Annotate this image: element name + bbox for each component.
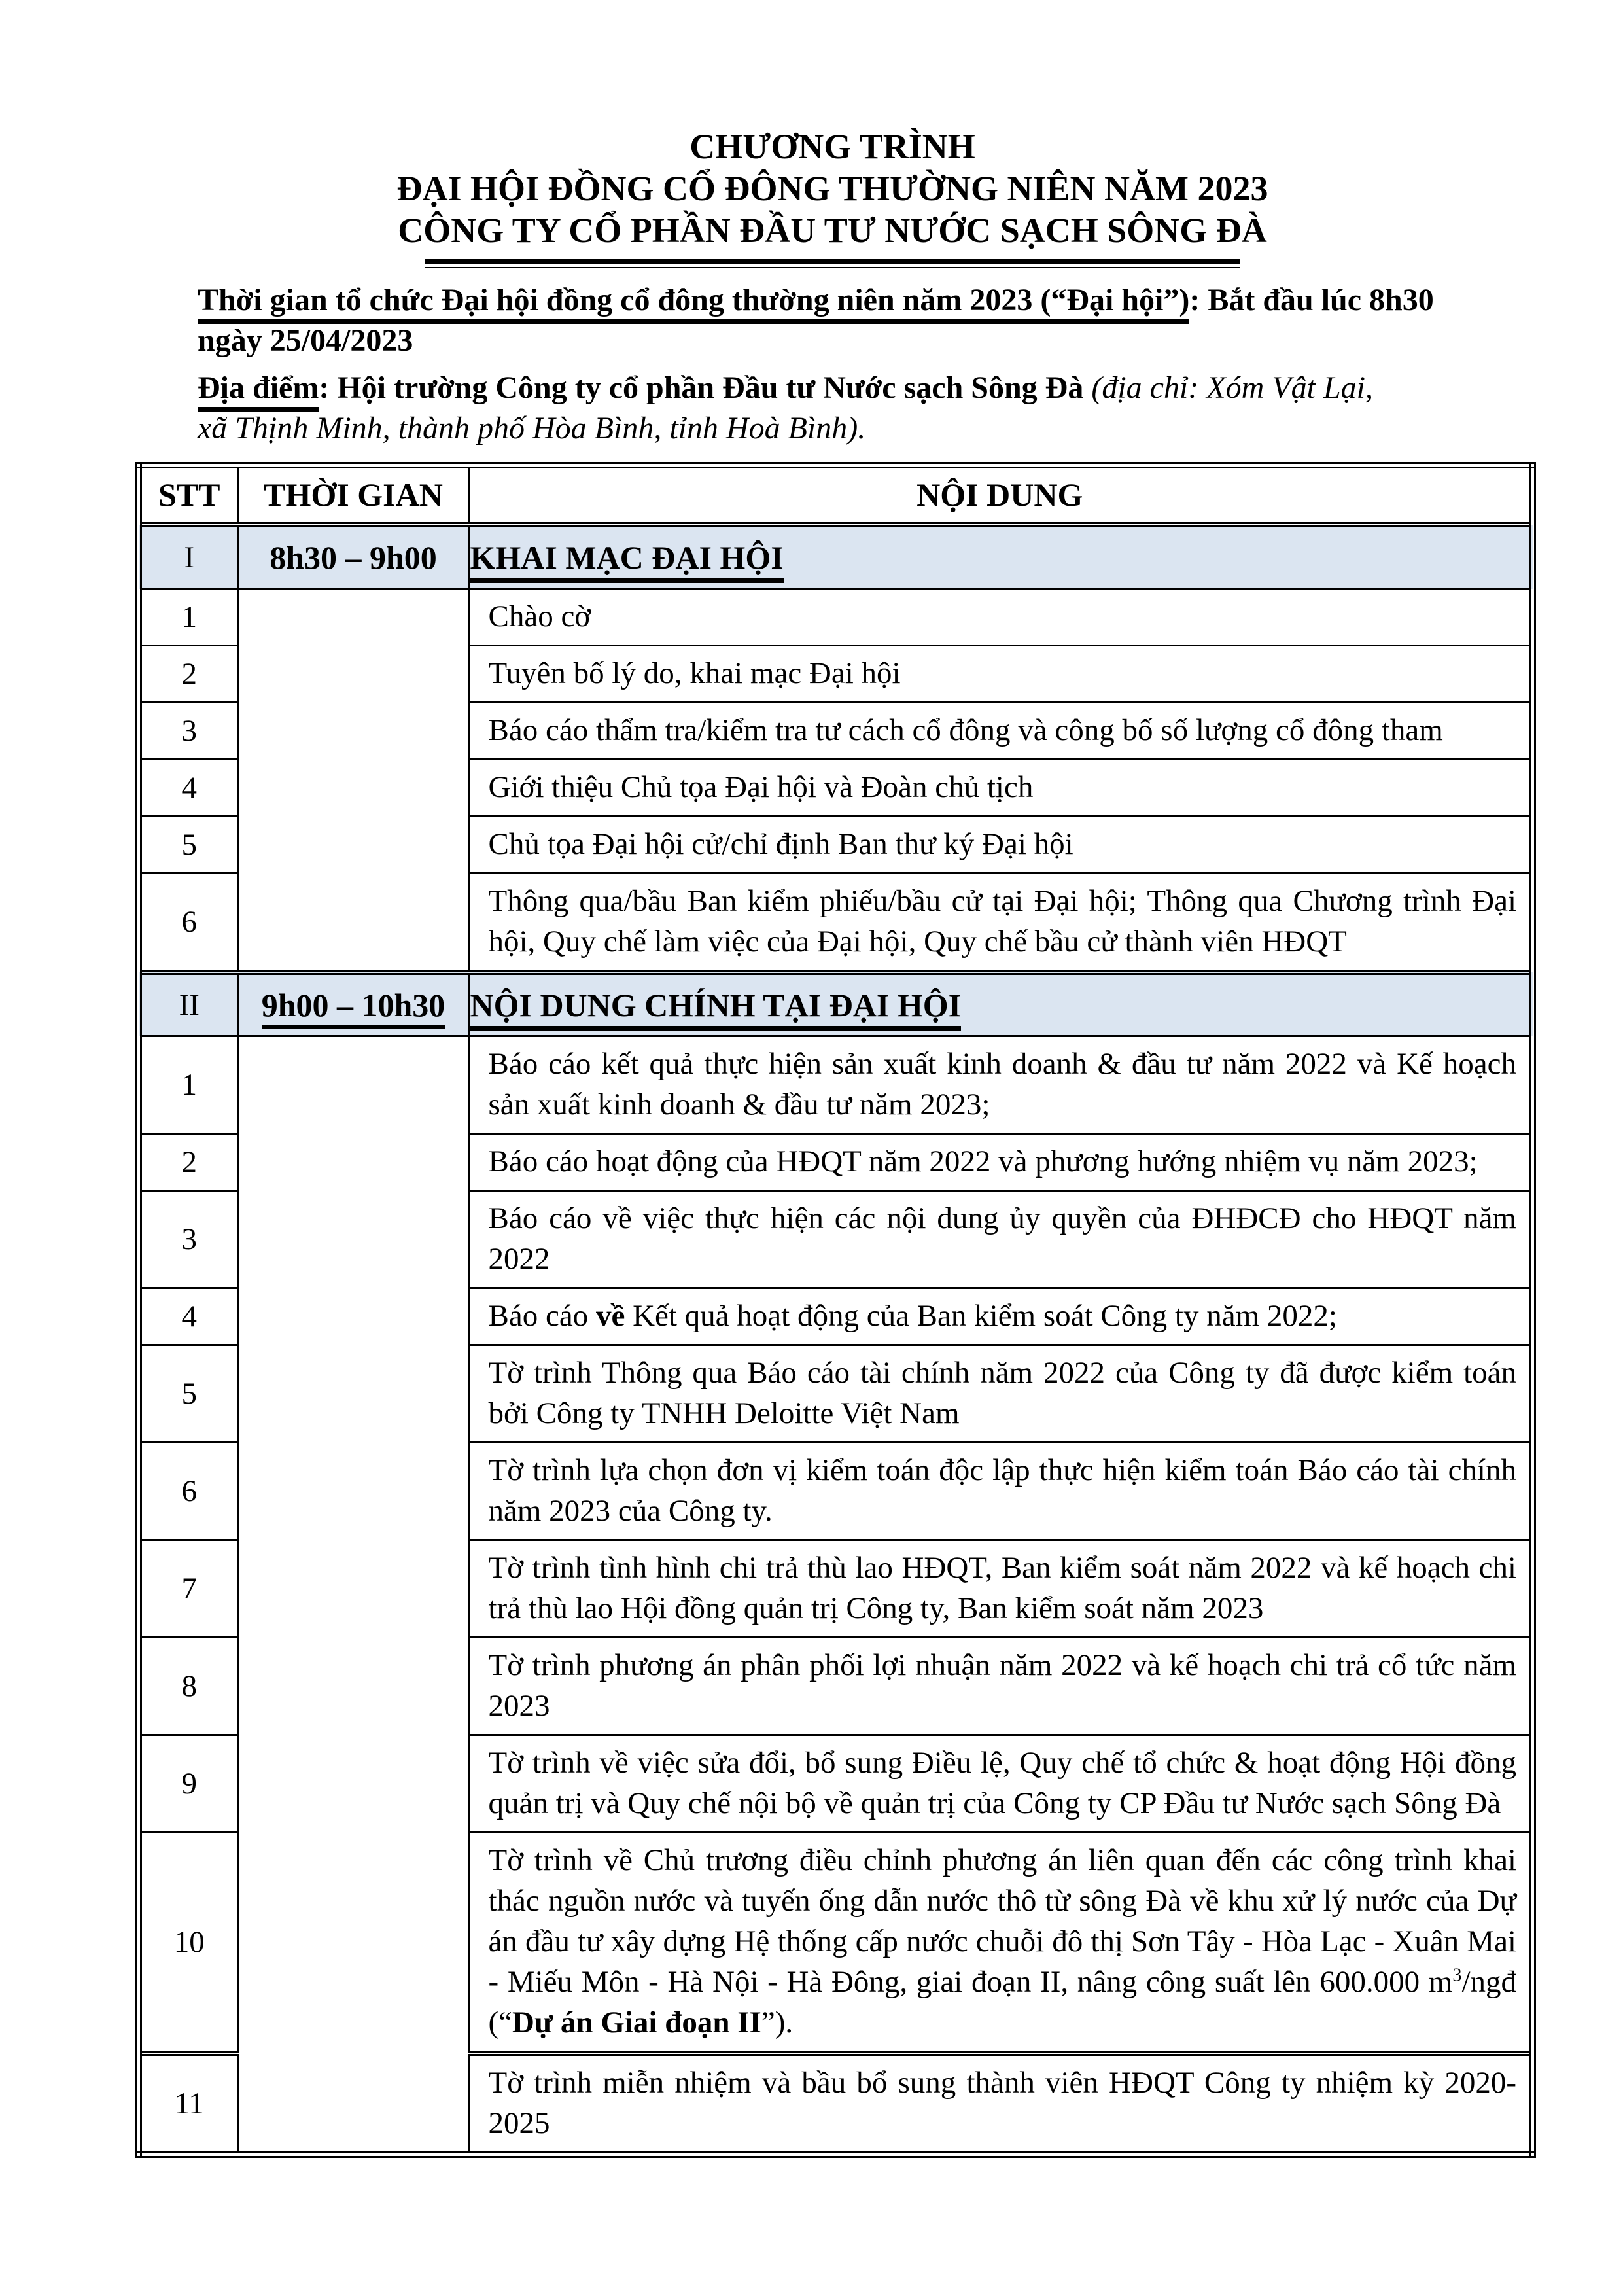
item-stt: 5 (139, 1345, 237, 1443)
section-heading (469, 972, 1533, 1036)
item-content (469, 1638, 1533, 1735)
content-text-segment: /ngđ (“ (488, 1965, 1516, 2040)
table-header-row (139, 465, 1533, 525)
content-text-segment: Báo cáo kết quả thực hiện sản xuất kinh doanh & đầu tư năm 2022 và Kế hoạch sản xuất kinh doanh & đầu tư năm 2023; (488, 1047, 1516, 1122)
time-column-spacer (237, 1036, 469, 2155)
meeting-time-value: : Bắt đầu lúc 8h30 ngày 25/04/2023 (198, 283, 1434, 358)
item-stt: 8 (139, 1638, 237, 1735)
table-row (139, 1036, 1533, 1134)
header-cell-stt: STT (139, 465, 237, 525)
item-content (469, 874, 1533, 973)
table-row (139, 589, 1533, 646)
intro-block (198, 280, 1503, 449)
item-content (469, 703, 1533, 760)
section-row (139, 972, 1533, 1036)
meeting-venue-value: : Hội trường Công ty cổ phần Đầu tư Nước sạch Sông Đà (319, 370, 1092, 405)
content-text-segment: 3 (1452, 1965, 1462, 1986)
content-text-segment: Báo cáo về việc thực hiện các nội dung ủy quyền của ĐHĐCĐ cho HĐQT năm 2022 (488, 1201, 1516, 1276)
header-cell-time: THỜI GIAN (237, 465, 469, 525)
item-stt: 2 (139, 646, 237, 703)
section-time (237, 525, 469, 589)
section-time-text: 9h00 – 10h30 (262, 987, 445, 1029)
section-row (139, 525, 1533, 589)
item-stt: 7 (139, 1540, 237, 1638)
item-stt: 4 (139, 1288, 237, 1345)
item-content (469, 1134, 1533, 1191)
content-text-segment: Tờ trình Thông qua Báo cáo tài chính năm 2022 của Công ty đã được kiểm toán bởi Công ty TNHH Deloitte Việt Nam (488, 1356, 1516, 1430)
content-text-segment: ”). (761, 2005, 794, 2040)
item-content (469, 1833, 1533, 2054)
content-text-segment: Báo cáo thẩm tra/kiểm tra tư cách cổ đông và công bố số lượng cổ đông tham (488, 713, 1443, 747)
content-text-segment: Kết quả hoạt động của Ban kiểm soát Công ty năm 2022; (625, 1299, 1337, 1333)
content-text-segment: Tờ trình phương án phân phối lợi nhuận năm 2022 và kế hoạch chi trả cổ tức năm 2023 (488, 1648, 1516, 1723)
item-stt: 10 (139, 1833, 237, 2054)
item-content (469, 760, 1533, 817)
item-stt: 11 (139, 2053, 237, 2155)
content-text-segment: Chủ tọa Đại hội cử/chỉ định Ban thư ký Đại hội (488, 827, 1073, 861)
item-content (469, 1443, 1533, 1540)
section-heading (469, 525, 1533, 589)
time-column-spacer (237, 589, 469, 973)
item-content (469, 589, 1533, 646)
title-block (135, 126, 1529, 251)
item-stt: 6 (139, 1443, 237, 1540)
title-separator (425, 259, 1240, 268)
item-content (469, 1540, 1533, 1638)
item-content (469, 2053, 1533, 2155)
section-stt: II (139, 972, 237, 1036)
meeting-time-paragraph (198, 280, 1503, 361)
content-text-segment: Dự án Giai đoạn II (512, 2005, 761, 2040)
content-text-segment: Tờ trình lựa chọn đơn vị kiểm toán độc lập thực hiện kiểm toán Báo cáo tài chính năm 2023 của Công ty. (488, 1453, 1516, 1528)
item-content (469, 1036, 1533, 1134)
item-content (469, 1345, 1533, 1443)
content-text-segment: Tuyên bố lý do, khai mạc Đại hội (488, 656, 901, 690)
item-stt: 3 (139, 703, 237, 760)
agenda-table-body (139, 525, 1533, 2155)
item-content (469, 817, 1533, 874)
item-content (469, 1735, 1533, 1833)
section-stt: I (139, 525, 237, 589)
content-text-segment: Báo cáo (488, 1299, 596, 1333)
section-time (237, 972, 469, 1036)
item-stt: 1 (139, 589, 237, 646)
content-text-segment: Chào cờ (488, 599, 591, 633)
content-text-segment: Giới thiệu Chủ tọa Đại hội và Đoàn chủ tịch (488, 770, 1034, 804)
content-text-segment: Tờ trình tình hình chi trả thù lao HĐQT, Ban kiểm soát năm 2022 và kế hoạch chi trả thù lao Hội đồng quản trị Công ty, Ban kiểm soát năm 2023 (488, 1551, 1516, 1625)
title-line-3: CÔNG TY CỔ PHẦN ĐẦU TƯ NƯỚC SẠCH SÔNG ĐÀ (398, 211, 1267, 250)
title-line-2: ĐẠI HỘI ĐỒNG CỔ ĐÔNG THƯỜNG NIÊN NĂM 2023 (396, 169, 1268, 208)
meeting-venue-paragraph (198, 368, 1503, 449)
content-text-segment: về (595, 1299, 625, 1333)
item-stt: 3 (139, 1191, 237, 1288)
header-cell-content: NỘI DUNG (469, 465, 1533, 525)
content-text-segment: Tờ trình về việc sửa đổi, bổ sung Điều lệ, Quy chế tổ chức & hoạt động Hội đồng quản trị và Quy chế nội bộ về quản trị của Công ty CP Đầu tư Nước sạch Sông Đà (488, 1746, 1516, 1820)
item-stt: 6 (139, 874, 237, 973)
meeting-venue-label: Địa điểm (198, 370, 319, 412)
content-text-segment: Báo cáo hoạt động của HĐQT năm 2022 và phương hướng nhiệm vụ năm 2023; (488, 1144, 1478, 1178)
item-content (469, 1288, 1533, 1345)
meeting-venue-address: (địa chỉ: Xóm Vật Lại, xã Thịnh Minh, thành phố Hòa Bình, tỉnh Hoà Bình). (198, 370, 1373, 446)
agenda-table (135, 462, 1536, 2158)
section-heading-text: KHAI MẠC ĐẠI HỘI (470, 539, 784, 583)
item-stt: 9 (139, 1735, 237, 1833)
item-stt: 4 (139, 760, 237, 817)
section-time-text: 8h30 – 9h00 (270, 539, 437, 576)
item-stt: 1 (139, 1036, 237, 1134)
content-text-segment: Tờ trình miễn nhiệm và bầu bổ sung thành viên HĐQT Công ty nhiệm kỳ 2020-2025 (488, 2066, 1516, 2140)
title-line-1: CHƯƠNG TRÌNH (689, 127, 975, 166)
content-text-segment: Tờ trình về Chủ trương điều chỉnh phương án liên quan đến các công trình khai thác nguồn nước và tuyến ống dẫn nước thô từ sông Đà về khu xử lý nước của Dự án đầu tư xây dựng Hệ thống cấp nước chuỗi đô thị Sơn Tây - Hòa Lạc - Xuân Mai - Miếu Môn - Hà Nội - Hà Đông, giai đoạn II, nâng công suất lên 600.000 m (488, 1843, 1516, 1999)
item-content (469, 1191, 1533, 1288)
section-heading-text: NỘI DUNG CHÍNH TẠI ĐẠI HỘI (470, 987, 962, 1031)
item-stt: 2 (139, 1134, 237, 1191)
item-stt: 5 (139, 817, 237, 874)
item-content (469, 646, 1533, 703)
content-text-segment: Thông qua/bầu Ban kiểm phiếu/bầu cử tại Đại hội; Thông qua Chương trình Đại hội, Quy chế làm việc của Đại hội, Quy chế bầu cử thành viên HĐQT (488, 884, 1516, 959)
meeting-time-label: Thời gian tổ chức Đại hội đồng cổ đông thường niên năm 2023 (“Đại hội”) (198, 283, 1189, 324)
